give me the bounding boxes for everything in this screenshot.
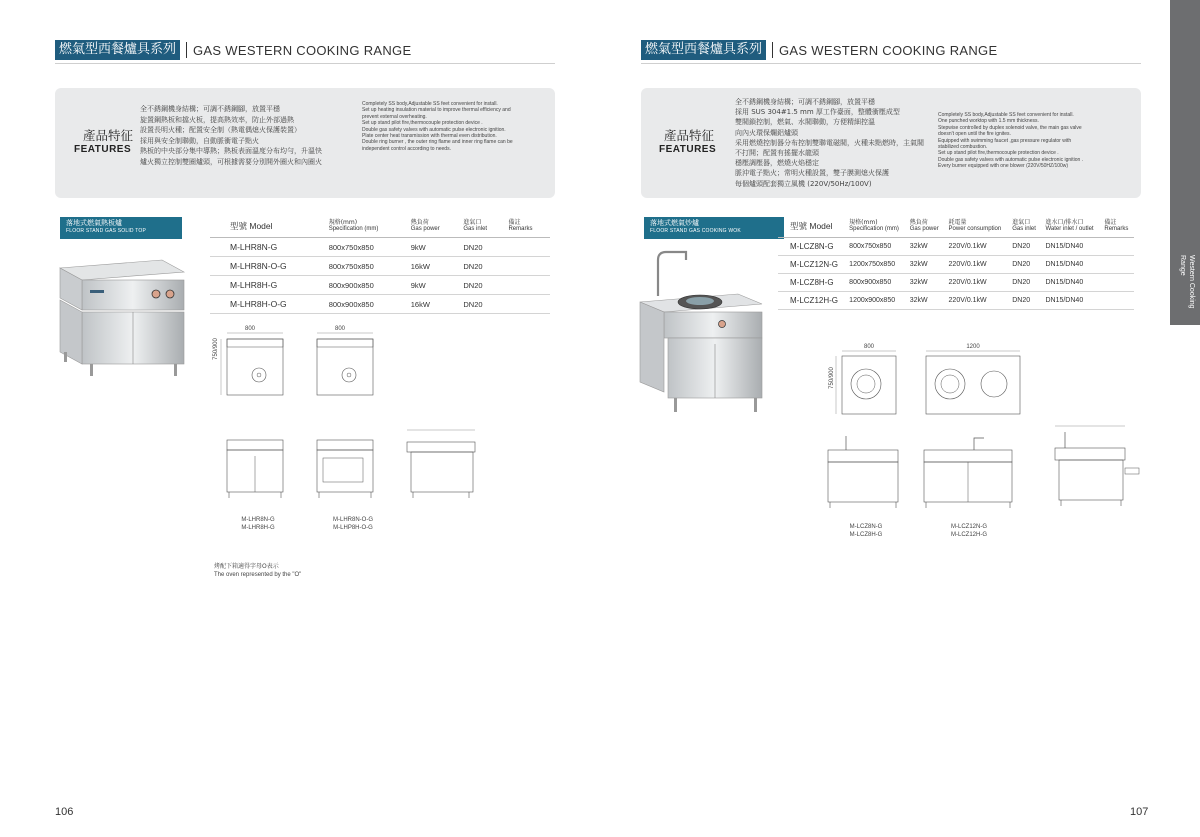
feature-cn-line: 雙閥鎖控制，燃氣、水閥聯動，方便精細控溫	[735, 118, 875, 127]
table-row: M-LHR8N-O-G 800x750x850 16kW DN20	[210, 257, 550, 276]
table-row: M-LHR8H-G 800x900x850 9kW DN20	[210, 276, 550, 295]
feature-cn-line: 向內火環保爛鋁爐頭	[735, 128, 798, 137]
oven-note: 烤配下箱適得字母O表示 The oven represented by the "O"	[214, 563, 302, 578]
front-view-drawing-b	[305, 432, 385, 507]
feature-cn-line: 爐火獨立控制雙圈爐頭，可根據需要分別開外圈火和內圈火	[140, 157, 322, 166]
feature-cn-line: 每個爐頭配套獨立風機 (220V/50Hz/100V)	[735, 179, 872, 188]
feature-cn-line: 採用 SUS 304#1.5 mm 厚工作臺面，整體衝壓成型	[735, 108, 900, 117]
table-row: M-LHR8H-O-G 800x900x850 16kW DN20	[210, 295, 550, 314]
table-row: M-LHR8N-G 800x750x850 9kW DN20	[210, 238, 550, 257]
table-row: M-LCZ8H-G 800x900x850 32kW 220V/0.1kW DN20 DN15/DN40	[778, 274, 1134, 292]
front-view-drawing-a	[215, 432, 295, 507]
header-rule	[641, 63, 1141, 64]
side-view-drawing	[395, 420, 485, 505]
feature-en-line: Double gas safety valves with automatic pulse electronic ignition .	[938, 156, 1084, 163]
features-en-list	[362, 101, 513, 152]
top-view-drawing-b	[305, 327, 385, 402]
col-power-consumption: 耗電量 Power consumption	[945, 217, 1009, 238]
header-title-cn: 燃氣型西餐爐具系列	[55, 40, 180, 60]
top-view-drawing-a	[828, 346, 906, 424]
features-title-en: FEATURES	[659, 144, 717, 155]
col-spec: 規格(mm) Specification (mm)	[325, 217, 407, 238]
feature-en-line: Every burner equipped with one blower (220V/50HZ/100w)	[938, 163, 1069, 170]
feature-en-line: Completely SS body,Adjustable SS feet convenient for install.	[362, 101, 498, 107]
features-title-en: FEATURES	[74, 144, 132, 155]
feature-cn-line: 采用燃燒控制器分布控制雙聯電磁閥，火種未點燃時，主氣閥	[735, 138, 924, 147]
dim-width-a: 800	[863, 344, 874, 350]
header-title-en: GAS WESTERN COOKING RANGE	[193, 42, 412, 58]
header-title-en: GAS WESTERN COOKING RANGE	[779, 42, 998, 58]
product-name-cn: 落地式燃氣炒爐	[650, 219, 699, 227]
feature-cn-line: 熱板的中央部分集中導熱；熱板表面溫度分布均勻，升溫快	[140, 147, 322, 156]
features-box	[55, 88, 555, 198]
feature-en-line: Double ring burner , the outer ring flame and inner ring flame can be	[362, 139, 513, 146]
product-name-en: FLOOR STAND GAS SOLID TOP	[66, 228, 147, 234]
table-row: M-LCZ12N-G 1200x750x850 32kW 220V/0.1kW DN20 DN15/DN40	[778, 256, 1134, 274]
feature-cn-line: 穩壓調壓器，燃燒火焰穩定	[735, 159, 819, 168]
table-header-row	[210, 217, 550, 238]
right-header	[641, 40, 997, 60]
dim-depth-a: 750/900	[829, 367, 835, 389]
feature-cn-line: 全不銹鋼機身結構；可調不銹鋼腳，放置平穩	[140, 105, 280, 113]
dim-depth-a: 750/900	[213, 338, 219, 360]
feature-en-line: Double gas safety valves with automatic pulse electronic ignition.	[362, 126, 506, 133]
col-spec: 規格(mm) Specification (mm)	[845, 217, 906, 238]
right-page	[600, 0, 1200, 837]
feature-en-line: doesn't open until the fire ignites.	[938, 131, 1011, 138]
feature-cn-line: 不打開；配置有搖擺水龍頭	[735, 149, 819, 158]
page-number-left: 106	[55, 806, 74, 818]
feature-en-line: Stepwise controlled by duplex solenoid valve, the main gas valve	[938, 124, 1082, 131]
product-tag	[644, 217, 784, 239]
left-header	[55, 40, 411, 60]
drawing-label-b: M-LCZ12N-G M-LCZ12H-G	[950, 524, 987, 538]
section-side-tab-label: Western Cooking Range	[1179, 255, 1195, 309]
feature-en-line: Equipped with swimming faucet ,gas pressure regulator with	[938, 137, 1072, 144]
col-gas-inlet: 進氣口 Gas inlet	[1008, 217, 1041, 238]
wok-range-image	[638, 246, 778, 421]
col-model: 型號 Model	[778, 217, 845, 238]
spec-table	[778, 217, 1134, 310]
drawing-label-b: M-LHR8N-O-G M-LHP8H-O-G	[333, 517, 373, 531]
top-view-drawing-b	[918, 346, 1028, 424]
col-model: 型號 Model	[210, 217, 325, 238]
feature-cn-line: 設置長明火種；配置安全制（熱電偶熄火保護裝置）	[140, 126, 301, 135]
col-gas-inlet: 進氣口 Gas inlet	[459, 217, 504, 238]
feature-en-line: independent control according to needs.	[362, 145, 451, 152]
side-view-drawing	[1045, 418, 1145, 513]
drawing-label-a: M-LHR8N-G M-LHR8H-G	[241, 517, 275, 531]
product-name-cn: 落地式燃氣熱板爐	[66, 219, 122, 227]
table-row: M-LCZ12H-G 1200x900x850 32kW 220V/0.1kW DN20 DN15/DN40	[778, 292, 1134, 310]
header-rule	[55, 63, 555, 64]
feature-en-line: Set up stand pilot fire,thermocouple protection device .	[362, 120, 483, 127]
dim-width-b: 800	[334, 326, 345, 332]
product-name-en: FLOOR STAND GAS COOKING WOK	[650, 228, 741, 234]
features-cn-list	[140, 104, 322, 168]
feature-en-line: Completely SS body,Adjustable SS feet convenient for install.	[938, 112, 1074, 118]
col-remarks: 備註 Remarks	[504, 217, 550, 238]
front-view-drawing-b	[918, 432, 1018, 517]
feature-cn-line: 脈沖電子點火；常明火種設置，雙子膜測熄火保護	[735, 169, 889, 178]
features-title-cn: 產品特征	[83, 128, 134, 143]
feature-en-line: One punched worktop with 1.5 mm thickness.	[938, 118, 1039, 125]
solid-top-range-image	[52, 250, 192, 385]
feature-en-line: Set up heating insulation material to improve thermal efficiency and	[362, 107, 511, 114]
features-cn-list	[735, 97, 924, 189]
dim-width-b: 1200	[966, 344, 980, 350]
drawing-label-a: M-LCZ8N-G M-LCZ8H-G	[849, 524, 883, 538]
top-view-drawing-a	[215, 327, 295, 402]
col-gas-power: 熱負荷 Gas power	[407, 217, 460, 238]
feature-en-line: Set up stand pilot fire,thermocouple protection device .	[938, 150, 1059, 157]
feature-cn-line: 旋置鋼熱板和擋火板，提高熱效率，防止外部過熱	[140, 115, 294, 124]
front-view-drawing-a	[820, 432, 905, 517]
dim-width-a: 800	[244, 326, 255, 332]
col-remarks: 備註 Remarks	[1100, 217, 1134, 238]
features-title-cn: 產品特征	[664, 128, 715, 143]
header-divider	[772, 42, 773, 58]
features-en-list	[938, 112, 1083, 170]
table-header-row	[778, 217, 1134, 238]
feature-en-line: stabilized combustion.	[938, 144, 988, 151]
features-box	[641, 88, 1141, 198]
col-water: 進水口/排水口 Water inlet / outlet	[1041, 217, 1100, 238]
feature-en-line: Plate center heat transmission with thermal even distribution.	[362, 133, 497, 140]
header-title-cn: 燃氣型西餐爐具系列	[641, 40, 766, 60]
table-row: M-LCZ8N-G 800x750x850 32kW 220V/0.1kW DN20 DN15/DN40	[778, 238, 1134, 256]
spec-table	[210, 217, 550, 314]
feature-cn-line: 採用與安全制聯動，自動脈衝電子點火	[140, 136, 259, 145]
product-tag	[60, 217, 182, 239]
feature-cn-line: 全不銹鋼機身結構；可調不銹鋼腳，放置平穩	[735, 98, 875, 106]
page-number-right: 107	[1130, 806, 1149, 818]
header-divider	[186, 42, 187, 58]
col-gas-power: 熱負荷 Gas power	[906, 217, 945, 238]
feature-en-line: prevent external overheating.	[362, 113, 427, 120]
